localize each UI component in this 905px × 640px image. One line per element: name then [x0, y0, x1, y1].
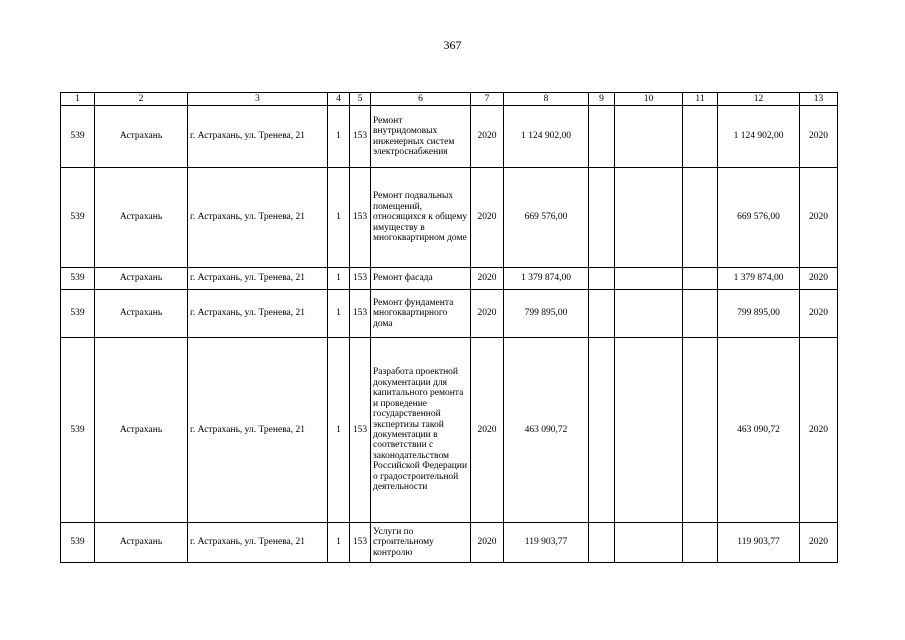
column-header-2: 2 [95, 93, 188, 106]
cell-col-10 [615, 268, 683, 290]
header-row [61, 93, 838, 106]
cell-col-4: 1 [328, 523, 350, 563]
cell-fund-cost: 119 903,77 [718, 523, 800, 563]
cell-completion-year: 2020 [800, 290, 838, 338]
column-header-9: 9 [589, 93, 615, 106]
table-row [61, 523, 838, 563]
cell-col-5: 153 [350, 268, 371, 290]
table-row [61, 268, 838, 290]
cell-fund-cost: 463 090,72 [718, 338, 800, 523]
cell-col-4: 1 [328, 268, 350, 290]
cell-work-type: Ремонт подвальных помещений, относящихся к общему имуществу в многоквартирном доме [371, 168, 471, 268]
cell-col-11 [683, 106, 718, 168]
cell-col-10 [615, 106, 683, 168]
cell-year: 2020 [471, 338, 504, 523]
cell-address: г. Астрахань, ул. Тренева, 21 [188, 268, 328, 290]
cell-total-cost: 1 124 902,00 [504, 106, 589, 168]
cell-col-11 [683, 523, 718, 563]
cell-col-4: 1 [328, 168, 350, 268]
cell-work-type: Ремонт фундамента многоквартирного дома [371, 290, 471, 338]
cell-work-type: Услуги по строительному контролю [371, 523, 471, 563]
cell-municipality: Астрахань [95, 106, 188, 168]
cell-address: г. Астрахань, ул. Тренева, 21 [188, 106, 328, 168]
cell-municipality: Астрахань [95, 168, 188, 268]
cell-fund-cost: 669 576,00 [718, 168, 800, 268]
column-header-10: 10 [615, 93, 683, 106]
cell-col-11 [683, 268, 718, 290]
cell-total-cost: 669 576,00 [504, 168, 589, 268]
cell-completion-year: 2020 [800, 268, 838, 290]
cell-year: 2020 [471, 268, 504, 290]
column-header-11: 11 [683, 93, 718, 106]
cell-completion-year: 2020 [800, 523, 838, 563]
cell-completion-year: 2020 [800, 168, 838, 268]
cell-col-9 [589, 523, 615, 563]
column-header-8: 8 [504, 93, 589, 106]
table-row [61, 290, 838, 338]
cell-col-10 [615, 523, 683, 563]
cell-col-9 [589, 106, 615, 168]
column-header-4: 4 [328, 93, 350, 106]
cell-total-cost: 1 379 874,00 [504, 268, 589, 290]
cell-col-10 [615, 290, 683, 338]
cell-record-number: 539 [61, 338, 95, 523]
page-number: 367 [443, 38, 462, 52]
column-header-7: 7 [471, 93, 504, 106]
cell-col-4: 1 [328, 338, 350, 523]
cell-municipality: Астрахань [95, 268, 188, 290]
cell-col-10 [615, 338, 683, 523]
cell-col-11 [683, 168, 718, 268]
column-header-1: 1 [61, 93, 95, 106]
cell-total-cost: 799 895,00 [504, 290, 589, 338]
cell-municipality: Астрахань [95, 338, 188, 523]
cell-record-number: 539 [61, 106, 95, 168]
cell-completion-year: 2020 [800, 106, 838, 168]
cell-municipality: Астрахань [95, 290, 188, 338]
cell-address: г. Астрахань, ул. Тренева, 21 [188, 338, 328, 523]
cell-col-9 [589, 338, 615, 523]
cell-col-5: 153 [350, 290, 371, 338]
cell-col-4: 1 [328, 290, 350, 338]
cell-col-11 [683, 338, 718, 523]
cell-fund-cost: 1 124 902,00 [718, 106, 800, 168]
cell-record-number: 539 [61, 168, 95, 268]
cell-year: 2020 [471, 290, 504, 338]
cell-col-5: 153 [350, 168, 371, 268]
cell-address: г. Астрахань, ул. Тренева, 21 [188, 168, 328, 268]
cell-record-number: 539 [61, 268, 95, 290]
cell-col-9 [589, 290, 615, 338]
cell-col-5: 153 [350, 338, 371, 523]
table-row [61, 338, 838, 523]
cell-record-number: 539 [61, 290, 95, 338]
cell-year: 2020 [471, 168, 504, 268]
cell-completion-year: 2020 [800, 338, 838, 523]
cell-work-type: Ремонт фасада [371, 268, 471, 290]
column-header-12: 12 [718, 93, 800, 106]
cell-work-type: Ремонт внутридомовых инженерных систем электроснабжения [371, 106, 471, 168]
capital-repair-table [60, 92, 838, 563]
cell-work-type: Разработа проектной документации для капитального ремонта и проведение государственной экспертизы такой документации в соответствии с законодательством Российской Федерации о градостроительной деятельности [371, 338, 471, 523]
table-row [61, 106, 838, 168]
column-header-5: 5 [350, 93, 371, 106]
cell-address: г. Астрахань, ул. Тренева, 21 [188, 523, 328, 563]
cell-col-11 [683, 290, 718, 338]
cell-fund-cost: 799 895,00 [718, 290, 800, 338]
column-header-13: 13 [800, 93, 838, 106]
cell-year: 2020 [471, 106, 504, 168]
cell-year: 2020 [471, 523, 504, 563]
cell-col-5: 153 [350, 523, 371, 563]
table-row [61, 168, 838, 268]
cell-total-cost: 119 903,77 [504, 523, 589, 563]
cell-col-9 [589, 168, 615, 268]
cell-col-10 [615, 168, 683, 268]
column-header-3: 3 [188, 93, 328, 106]
cell-municipality: Астрахань [95, 523, 188, 563]
cell-col-9 [589, 268, 615, 290]
cell-total-cost: 463 090,72 [504, 338, 589, 523]
cell-col-5: 153 [350, 106, 371, 168]
cell-address: г. Астрахань, ул. Тренева, 21 [188, 290, 328, 338]
cell-fund-cost: 1 379 874,00 [718, 268, 800, 290]
cell-col-4: 1 [328, 106, 350, 168]
cell-record-number: 539 [61, 523, 95, 563]
column-header-6: 6 [371, 93, 471, 106]
